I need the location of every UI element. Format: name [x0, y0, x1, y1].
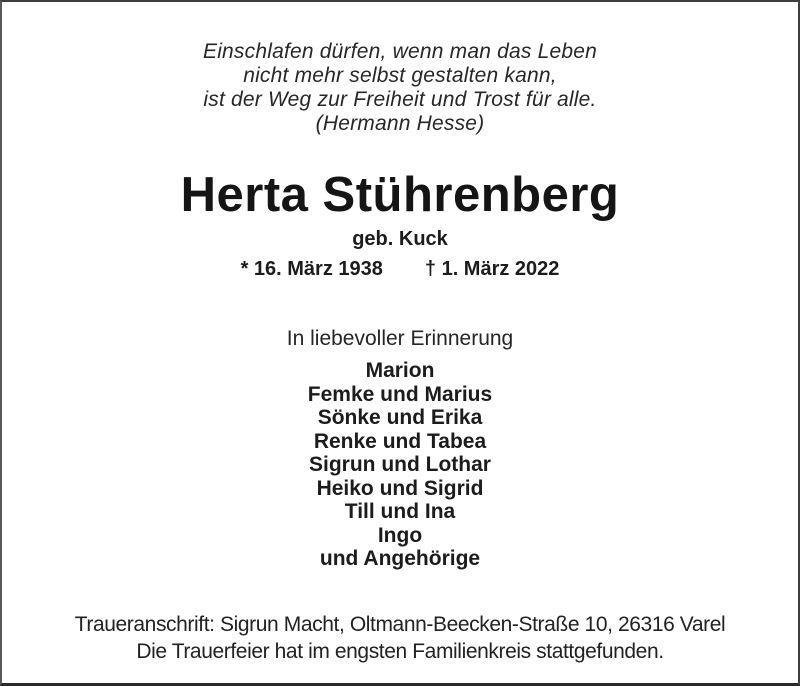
- quote-line: Einschlafen dürfen, wenn man das Leben: [202, 40, 598, 63]
- quote-line: nicht mehr selbst gestalten kann,: [243, 64, 557, 87]
- footer-info: [2, 611, 798, 665]
- death-date: † 1. März 2022: [424, 258, 560, 280]
- funeral-info-line: Die Trauerfeier hat im engsten Familienkreis stattgefunden.: [136, 639, 664, 663]
- quote-attribution: (Hermann Hesse): [315, 112, 485, 135]
- memorial-line: In liebevoller Erinnerung: [286, 327, 514, 350]
- birth-date: * 16. März 1938: [240, 258, 383, 280]
- mourner-line: Marion: [365, 359, 435, 382]
- deceased-name: Herta Stührenberg: [180, 168, 620, 222]
- opening-quote: [2, 40, 798, 136]
- mourner-line: Heiko und Sigrid: [316, 476, 484, 500]
- mourning-address-line: Traueranschrift: Sigrun Macht, Oltmann-Beecken-Straße 10, 26316 Varel: [74, 612, 726, 636]
- mourner-line: Till und Ina: [344, 500, 456, 523]
- quote-line: ist der Weg zur Freiheit und Trost für alle.: [203, 88, 597, 111]
- mourner-line: und Angehörige: [319, 547, 481, 570]
- life-dates: [2, 258, 798, 281]
- mourner-line: Sigrun und Lothar: [309, 453, 491, 476]
- mourner-line: Ingo: [377, 523, 423, 547]
- mourner-line: Renke und Tabea: [313, 429, 487, 453]
- maiden-name: geb. Kuck: [352, 228, 448, 250]
- mourner-line: Femke und Marius: [307, 382, 493, 406]
- mourner-line: Sönke und Erika: [317, 406, 483, 429]
- mourners-list: [2, 359, 798, 571]
